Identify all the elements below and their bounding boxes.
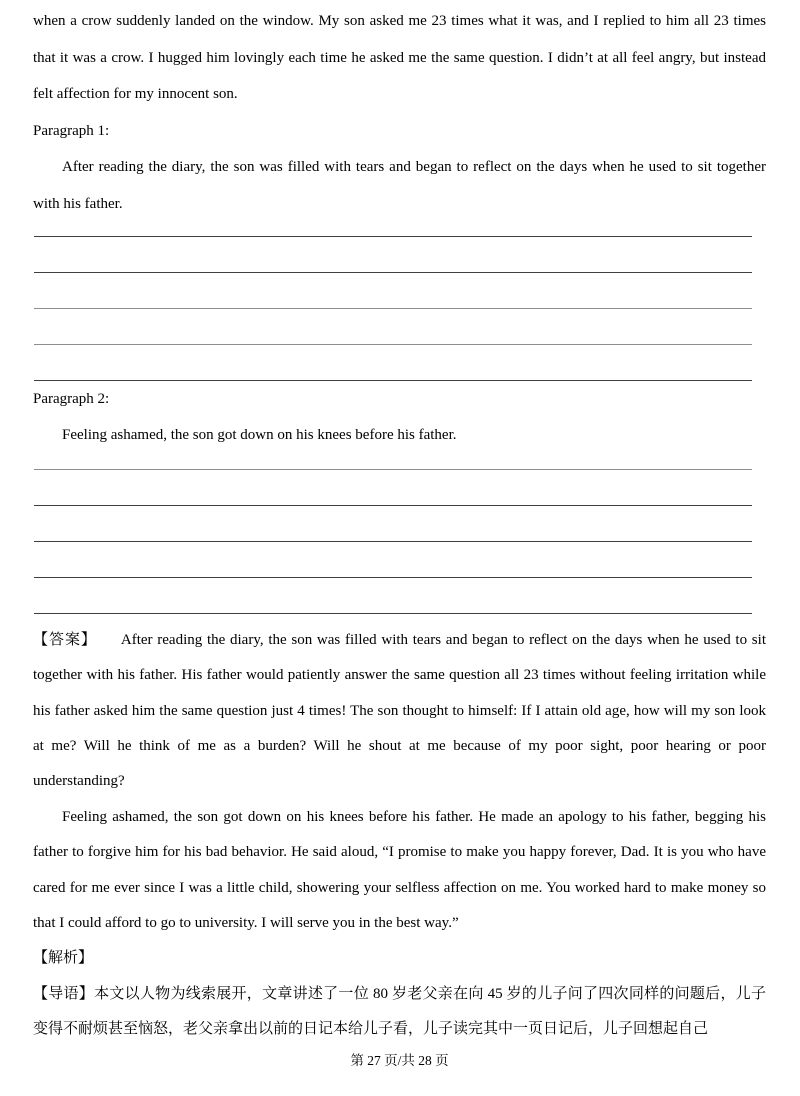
writing-line [34, 578, 752, 614]
writing-line [34, 201, 752, 237]
paragraph-1-prompt: After reading the diary, the son was filled with tears and began to reflect on the days when he used to sit together with his father. [33, 159, 766, 212]
paragraph-2-label: Paragraph 2: [33, 390, 110, 407]
answer-label: 【答案】 [33, 631, 97, 648]
paragraph-1-label: Paragraph 1: [33, 122, 110, 139]
writing-lines-block-2 [34, 434, 765, 614]
writing-line [34, 542, 752, 578]
writing-line [34, 345, 752, 381]
writing-line [34, 273, 752, 309]
writing-lines-block-1 [34, 201, 765, 381]
answer-section [33, 623, 766, 1048]
page-footer: 第 27 页/共 28 页 [350, 1052, 449, 1068]
analysis-label: 【解析】 [33, 950, 94, 967]
writing-line [34, 470, 752, 506]
paragraph-2-prompt: Feeling ashamed, the son got down on his knees before his father. [62, 427, 457, 444]
answer-paragraph-1-text: After reading the diary, the son was filled with tears and began to reflect on the days when he used to sit together with his father. His father would patiently answer the same question all 23 times without feeling irritation while his father asked him the same question just 4 times! The son thought to himself: If I attain old age, how will my son look at me? Will he think of me as a burden? Will he shout at me because of my poor sight, poor hearing or poor understanding? [33, 631, 766, 790]
body-continuation-text: when a crow suddenly landed on the window. My son asked me 23 times what it was, and I replied to him all 23 times that it was a crow. I hugged him lovingly each time he asked me the same question. I didn’t at all feel angry, but instead felt affection for my innocent son. [33, 13, 766, 103]
answer-paragraph-1 [33, 623, 766, 800]
writing-line [34, 309, 752, 345]
lead-text: 本文以人物为线索展开，文章讲述了一位 80 岁老父亲在向 45 岁的儿子问了四次同样的问题后，儿子变得不耐烦甚至恼怒，老父亲拿出以前的日记本给儿子看，儿子读完其中一页日记后，儿子回想起自己 [33, 985, 766, 1038]
writing-line [34, 237, 752, 273]
answer-paragraph-2: Feeling ashamed, the son got down on his knees before his father. He made an apology to his father, begging his father to forgive him for his bad behavior. He said aloud, “I promise to make you happy forever, Dad. It is you who have cared for me ever since I was a little child, showering your selfless affection on me. You worked hard to make money so that I could afford to go to university. I will serve you in the best way.” [33, 808, 766, 931]
lead-label: 【导语】 [33, 985, 95, 1002]
writing-line [34, 506, 752, 542]
lead-paragraph [33, 977, 766, 1048]
